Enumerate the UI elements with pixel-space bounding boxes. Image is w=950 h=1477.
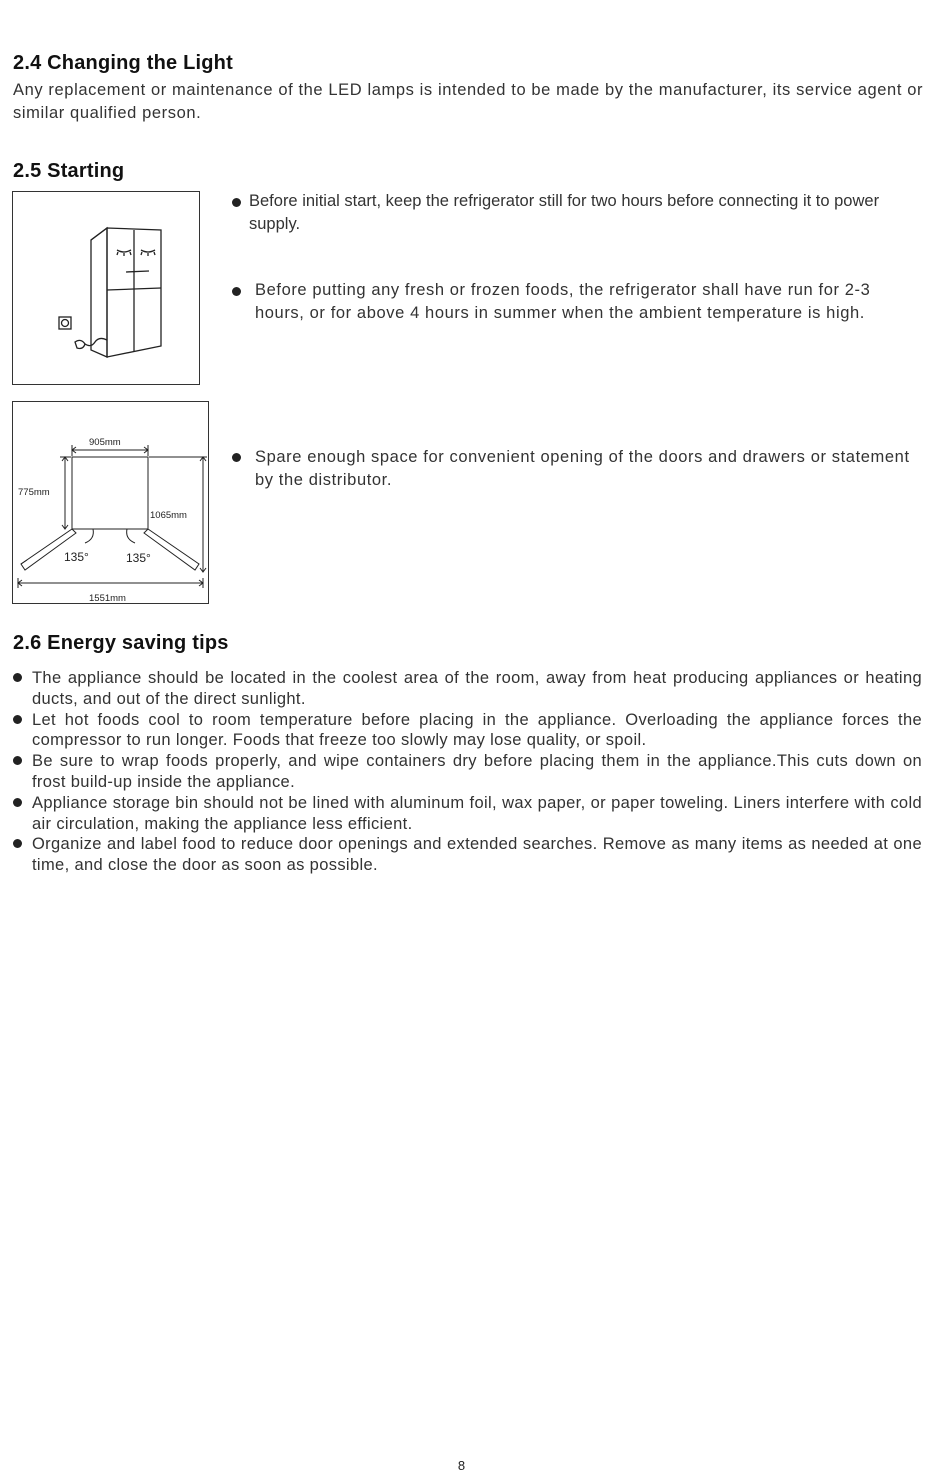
bullet-dot [13,798,22,807]
section-2-4-title: 2.4 Changing the Light [13,52,233,74]
energy-tip [12,668,922,710]
bullet-dot [13,756,22,765]
energy-tip [12,834,922,876]
fridge-plug-icon [13,192,199,384]
fridge-plug-illustration [12,191,200,385]
clearance-diagram-drawing [13,402,208,603]
energy-tip-text: Be sure to wrap foods properly, and wipe containers dry before placing them in the appliance.This cuts down on frost build-up inside the appliance. [32,752,922,791]
open-depth-label: 1065mm [150,510,187,521]
starting-bullet-3: Spare enough space for convenient opening of the doors and drawers or statement by the distributor. [255,448,910,489]
bullet-dot [232,198,241,207]
energy-tip-text: Appliance storage bin should not be lined with aluminum foil, wax paper, or paper toweling. Liners interfere with cold air circulation, making the appliance less efficient. [32,793,922,833]
angle-right-label: 135° [126,551,151,565]
starting-bullet-2: Before putting any fresh or frozen foods, the refrigerator shall have run for 2-3 hours, or for above 4 hours in summer when the ambient temperature is high. [255,281,871,322]
energy-tip [12,710,922,752]
energy-tip-text: Organize and label food to reduce door openings and extended searches. Remove as many items as needed at one time, and close the door as soon as possible. [32,835,922,875]
bullet-dot [13,715,22,724]
depth-label: 775mm [18,487,50,498]
angle-left-label: 135° [64,550,89,564]
clearance-diagram [12,401,209,604]
width-label: 905mm [89,437,121,448]
section-2-5-title: 2.5 Starting [13,160,125,182]
energy-tip-text: Let hot foods cool to room temperature before placing in the appliance. Overloading the appliance forces the compressor to run longer. Foods that freeze too slowly may lose quality, or spoil. [32,710,922,750]
starting-bullet-1: Before initial start, keep the refrigerator still for two hours before connecting it to power supply. [249,192,880,233]
section-2-6-title: 2.6 Energy saving tips [13,632,229,654]
energy-tip [12,751,922,793]
bullet-dot [13,673,22,682]
bullet-dot [13,839,22,848]
energy-tip [12,793,922,835]
bullet-dot [232,287,241,296]
section-2-4-body: Any replacement or maintenance of the LED lamps is intended to be made by the manufacturer, its service agent or similar qualified person. [13,81,924,122]
total-width-label: 1551mm [89,593,126,603]
energy-tip-text: The appliance should be located in the coolest area of the room, away from heat producing appliances or heating ducts, and out of the direct sunlight. [32,669,922,708]
bullet-dot [232,453,241,462]
energy-tips-list [12,668,922,876]
page-number: 8 [457,1458,466,1473]
